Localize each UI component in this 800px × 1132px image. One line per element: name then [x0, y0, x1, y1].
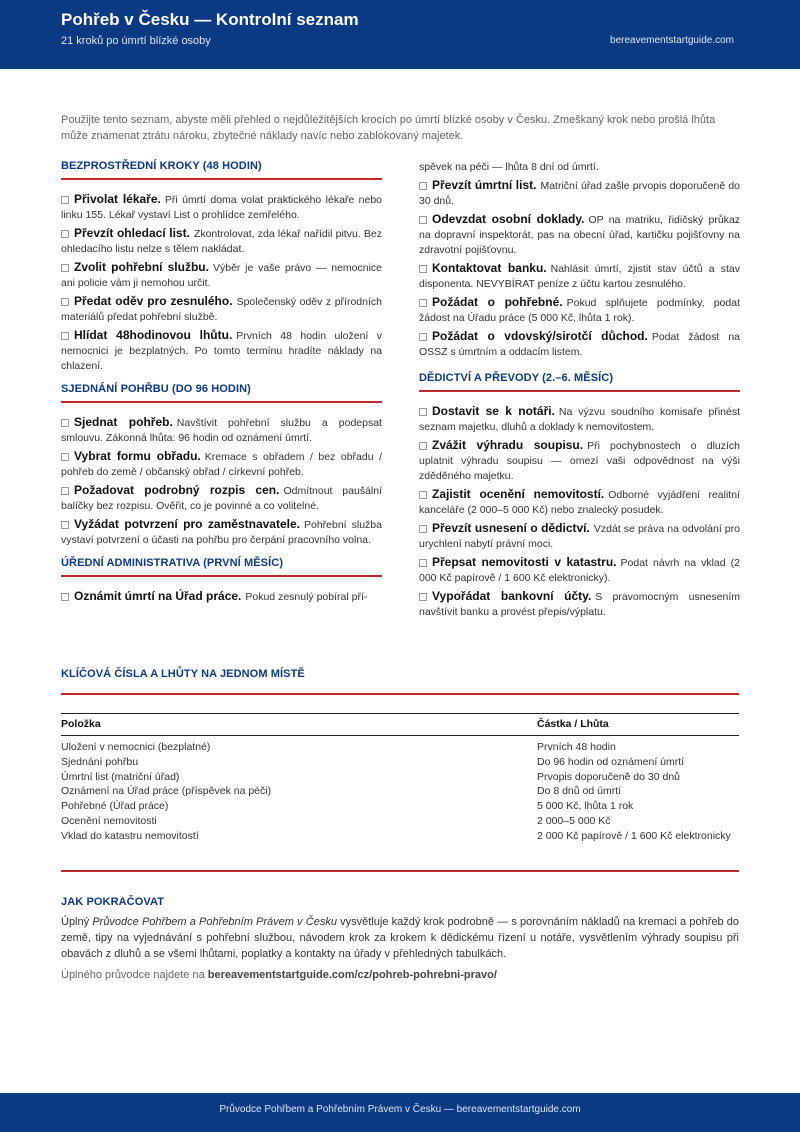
checklist-item-text: Při úmrtí doma volat praktického lékaře nebo linku 155. Lékař vystaví List o prohlídce zemřelého.	[61, 194, 382, 221]
checklist-item-title: Převzít úmrtní list.	[432, 178, 537, 192]
right-column	[419, 160, 740, 623]
checklist-item	[61, 192, 382, 223]
key-figures-section	[61, 668, 739, 707]
section-divider	[419, 390, 740, 392]
checkbox-icon[interactable]	[419, 265, 427, 273]
section-immediate-list	[61, 192, 382, 374]
checklist-item-text: Pokud splňujete podmínky, podat žádost na Úřadu práce (5 000 Kč, lhůta 1 rok).	[419, 297, 740, 324]
checkbox-icon[interactable]	[419, 559, 427, 567]
table-cell-amount: Prvopis doporučeně do 30 dnů	[537, 770, 681, 783]
section-title-immediate: BEZPROSTŘEDNÍ KROKY (48 HODIN)	[61, 160, 262, 172]
checklist-item-title: Dostavit se k notáři.	[432, 404, 555, 418]
checklist-item-text: Zkontrolovat, zda lékař nařídil pitvu. Bez ohledacího listu nelze s tělem nakládat.	[61, 228, 382, 255]
table-cell-amount: 2 000–5 000 Kč	[537, 814, 611, 827]
checklist-item-text: Matriční úřad zašle prvopis doporučeně do 30 dnů.	[419, 180, 740, 207]
guide-name: Průvodce Pohřbem a Pohřebním Právem v Česku	[92, 916, 337, 928]
table-row	[61, 829, 739, 844]
checkbox-icon[interactable]	[61, 196, 69, 204]
checklist-item-title: Zajistit ocenění nemovitostí.	[432, 487, 605, 501]
checklist-item	[419, 329, 740, 360]
table-cell-amount: 2 000 Kč papírově / 1 600 Kč elektronicky	[537, 829, 731, 842]
checklist-item-title: Zvážit výhradu soupisu.	[432, 438, 584, 452]
checklist-item-text: Pohřební služba vystaví potvrzení o účasti na pohřbu pro čerpání pracovního volna.	[61, 519, 382, 546]
table-cell-item: Uložení v nemocnici (bezplatné)	[61, 741, 211, 753]
checkbox-icon[interactable]	[61, 419, 69, 427]
table-row	[61, 814, 739, 829]
table-cell-item: Sjednání pohřbu	[61, 755, 139, 768]
section-divider	[61, 178, 382, 180]
guide-link-line	[61, 967, 739, 983]
checklist-item	[61, 449, 382, 480]
page-title: Pohřeb v Česku — Kontrolní seznam	[61, 10, 359, 29]
section-title-admin: ÚŘEDNÍ ADMINISTRATIVA (PRVNÍ MĚSÍC)	[61, 557, 284, 569]
guide-link[interactable]: bereavementstartguide.com/cz/pohreb-pohrebni-pravo/	[207, 969, 497, 981]
checklist-item-text: Na výzvu soudního komisaře přinést seznam majetku, dluhů a doklady k nemovitostem.	[419, 406, 740, 433]
checklist-item	[419, 261, 740, 292]
checklist-item	[419, 404, 740, 435]
checklist-item	[61, 328, 382, 374]
checklist-item	[419, 589, 740, 620]
next-body-text: vysvětluje každý krok podrobně — s porovnáním nákladů na kremaci a pohřeb do země, tipy na vyjednávání s pohřební službou, návodem krok za krokem k dědickému řízení u notáře, vysvětlením výhrady soupisu při obavách z dluhů a se všemi lhůtami, poplatky a kontakty na úřady v přehledných tabulkách.	[61, 916, 739, 960]
next-steps-section	[61, 896, 739, 983]
section-title-arrange: SJEDNÁNÍ POHŘBU (DO 96 HODIN)	[61, 383, 251, 395]
table-cell-item: Úmrtní list (matriční úřad)	[61, 770, 180, 783]
checklist-item	[419, 555, 740, 586]
checkbox-icon[interactable]	[61, 487, 69, 495]
checkbox-icon[interactable]	[419, 182, 427, 190]
checklist-item-text: Nahlásit úmrtí, zjistit stav účtů a stav disponenta. NEVYBÍRAT peníze z účtu kartou zesnulého.	[419, 263, 740, 290]
checklist-item-title: Kontaktovat banku.	[432, 261, 547, 275]
checklist-item-title: Převzít ohledací list.	[74, 226, 190, 240]
checklist-item-text: Navštívit pohřební službu a podepsat smlouvu. Zákonná lhůta: 96 hodin od oznámení úmrtí.	[61, 417, 382, 444]
checklist-item	[61, 260, 382, 291]
checkbox-icon[interactable]	[61, 453, 69, 461]
section-divider	[61, 693, 739, 695]
page-footer: Průvodce Pohřbem a Pohřebním Právem v Česku — bereavementstartguide.com	[0, 1093, 800, 1132]
section-divider	[61, 575, 382, 577]
checklist-item	[419, 295, 740, 326]
checklist-item	[419, 521, 740, 552]
checkbox-icon[interactable]	[419, 216, 427, 224]
checklist-item-title: Sjednat pohřeb.	[74, 415, 173, 429]
next-steps-title: JAK POKRAČOVAT	[61, 896, 165, 908]
table-row	[61, 755, 739, 770]
checkbox-icon[interactable]	[419, 333, 427, 341]
checklist-item-title: Přivolat lékaře.	[74, 192, 161, 206]
checklist-item	[419, 178, 740, 209]
admin-item-continuation: spěvek na péči — lhůta 8 dní od úmrtí.	[419, 161, 599, 173]
table-body	[61, 736, 739, 844]
checklist-item-title: Hlídat 48hodinovou lhůtu.	[74, 328, 233, 342]
page-subtitle: 21 kroků po úmrtí blízké osoby	[61, 35, 211, 47]
checklist-item-title: Požadovat podrobný rozpis cen.	[74, 483, 280, 497]
checklist-item-title: Oznámit úmrtí na Úřad práce.	[74, 589, 242, 603]
table-header-amount: Částka / Lhůta	[537, 718, 609, 730]
checklist-item-title: Vypořádat bankovní účty.	[432, 589, 592, 603]
checkbox-icon[interactable]	[419, 299, 427, 307]
table-cell-amount: Prvních 48 hodin	[537, 741, 616, 753]
table-cell-item: Ocenění nemovitosti	[61, 814, 157, 827]
next-steps-body	[61, 914, 739, 962]
checkbox-icon[interactable]	[61, 264, 69, 272]
section-divider	[61, 401, 382, 403]
header-site-url: bereavementstartguide.com	[610, 35, 734, 46]
key-figures-table	[61, 713, 739, 844]
table-cell-item: Oznámení na Úřad práce (příspěvek na péči)	[61, 785, 272, 798]
checklist-item-title: Požádat o pohřebné.	[432, 295, 563, 309]
section-divider	[61, 870, 739, 872]
table-row	[61, 770, 739, 785]
checklist-item	[61, 294, 382, 325]
checklist-item-title: Požádat o vdovský/sirotčí důchod.	[432, 329, 648, 343]
checklist-item-text: Prvních 48 hodin uložení v nemocnici je bezplatných. Po tomto termínu hradíte náklady na chlazení.	[61, 330, 382, 372]
checklist-item-title: Převzít usnesení o dědictví.	[432, 521, 590, 535]
checklist-item-title: Předat oděv pro zesnulého.	[74, 294, 233, 308]
checkbox-icon[interactable]	[419, 408, 427, 416]
checklist-item-title: Přepsat nemovitosti v katastru.	[432, 555, 617, 569]
page-header	[0, 0, 800, 69]
checkbox-icon[interactable]	[61, 521, 69, 529]
checklist-item	[61, 483, 382, 514]
checklist-item	[61, 589, 382, 605]
checklist-item	[419, 438, 740, 484]
checklist-item-text: S pravomocným usnesením navštívit banku a provést přepis/výplatu.	[419, 591, 740, 618]
checklist-item-text: Podat žádost na OSSZ s úmrtním a oddacím listem.	[419, 331, 741, 358]
checklist-item-text: Vzdát se práva na odvolání pro urychlení nabytí právní moci.	[419, 523, 740, 550]
checklist-item-text: Při pochybnostech o dluzích uplatnit výhradu soupisu — omezí vaši odpovědnost na výši zděděného majetku.	[419, 440, 741, 482]
checkbox-icon[interactable]	[419, 593, 427, 601]
section-admin-list-cont	[419, 178, 740, 360]
table-cell-item: Vklad do katastru nemovitostí	[61, 829, 199, 842]
checkbox-icon[interactable]	[61, 230, 69, 238]
checklist-item	[61, 415, 382, 446]
section-admin-list	[61, 589, 382, 605]
checkbox-icon[interactable]	[419, 442, 427, 450]
checkbox-icon[interactable]	[61, 593, 69, 601]
checklist-item-title: Vyžádat potvrzení pro zaměstnavatele.	[74, 517, 300, 531]
table-row	[61, 799, 739, 814]
checkbox-icon[interactable]	[419, 525, 427, 533]
table-cell-amount: Do 96 hodin od oznámení úmrtí	[537, 755, 685, 768]
checkbox-icon[interactable]	[61, 332, 69, 340]
intro-text: Použijte tento seznam, abyste měli přehled o nejdůležitějších krocích po úmrtí blízké osoby v Česku. Zmeškaný krok nebo prošlá lhůta může znamenat ztrátu nároku, zbytečné náklady navíc nebo zablokovaný majetek.	[61, 114, 716, 142]
checklist-item	[61, 517, 382, 548]
checkbox-icon[interactable]	[61, 298, 69, 306]
checklist-item-text: Odborné vyjádření realitní kanceláře (2 000–5 000 Kč) nebo znalecký posudek.	[419, 489, 740, 516]
checklist-item-title: Odevzdat osobní doklady.	[432, 212, 585, 226]
table-cell-item: Pohřebné (Úřad práce)	[61, 800, 169, 813]
checklist-item-title: Zvolit pohřební službu.	[74, 260, 209, 274]
section-title-inheritance: DĚDICTVÍ A PŘEVODY (2.–6. MĚSÍC)	[419, 372, 614, 384]
checklist-item-text: Kremace s obřadem / bez obřadu / pohřeb do země / občanský obřad / církevní pohřeb.	[61, 451, 382, 478]
checklist-item-text: Odmítnout paušální balíčky bez rozpisu. Ověřit, co je povinné a co volitelné.	[61, 485, 383, 512]
checkbox-icon[interactable]	[419, 491, 427, 499]
checklist-item	[419, 487, 740, 518]
checklist-item	[419, 212, 740, 258]
section-inheritance-list	[419, 404, 740, 620]
table-header-item: Položka	[61, 718, 101, 730]
table-row	[61, 740, 739, 755]
checklist-item-text: Podat návrh na vklad (2 000 Kč papírově / 1 600 Kč elektronicky).	[419, 557, 741, 584]
key-figures-title: KLÍČOVÁ ČÍSLA A LHŮTY NA JEDNOM MÍSTĚ	[61, 668, 305, 680]
table-row	[61, 784, 739, 799]
left-column	[61, 160, 382, 608]
next-body-text: Úplný	[61, 916, 93, 928]
table-cell-amount: 5 000 Kč, lhůta 1 rok	[537, 800, 634, 813]
checklist-item-title: Vybrat formu obřadu.	[74, 449, 201, 463]
checklist-item-text: Výběr je vaše právo — nemocnice ani policie vám ji nemohou určit.	[61, 262, 383, 289]
checklist-item-text: OP na matriku, řidičský průkaz na dopravní inspektorát, pas na obecní úřad, kartičku pojišťovny na zdravotní pojišťovnu.	[419, 214, 740, 256]
table-header	[61, 714, 739, 736]
checklist-item-text: Pokud zesnulý pobíral pří-	[245, 591, 368, 603]
checklist-item	[61, 226, 382, 257]
guide-link-label: Úplného průvodce najdete na	[61, 969, 208, 981]
checklist-item-text: Společenský oděv z přírodních materiálů předat pohřební službě.	[61, 296, 382, 323]
table-cell-amount: Do 8 dnů od úmrtí	[537, 785, 622, 798]
section-arrange-list	[61, 415, 382, 548]
